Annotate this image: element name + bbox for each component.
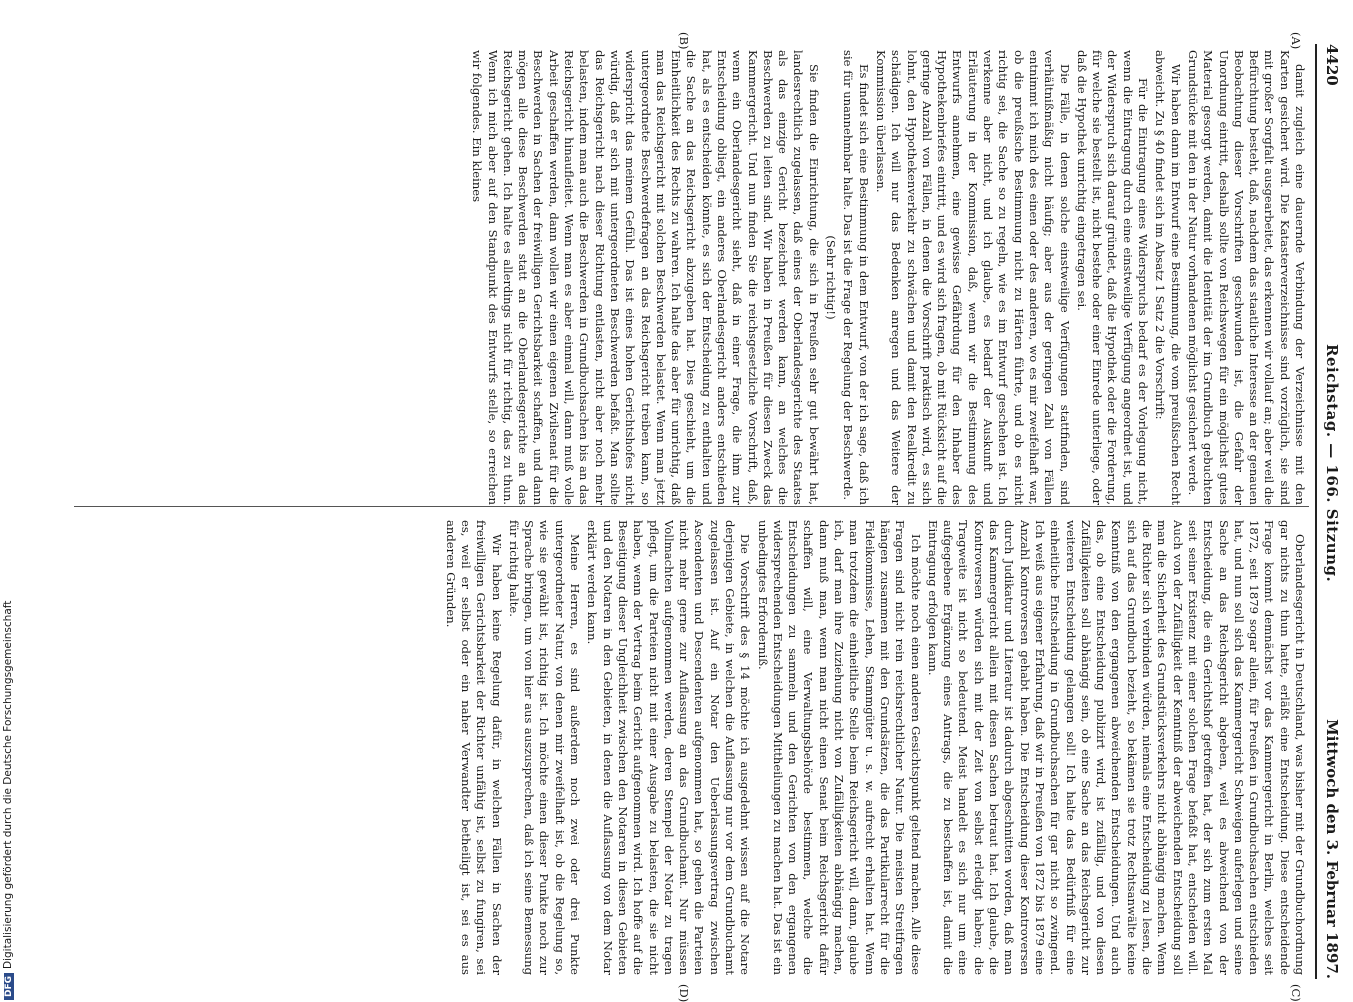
footer-strip bbox=[0, 0, 16, 1000]
digitization-text: Digitalisierung gefördert durch die Deutsche Forschungsgemeinschaft bbox=[2, 600, 14, 969]
paragraph: Wir haben dann im Entwurf eine Bestimmung, die vom preußischen Recht abweicht. Zu § 40 findet sich im Absatz 1 Satz 2 die Vorschrift: bbox=[1153, 50, 1183, 505]
paragraph: Wir haben keine Regelung dafür, in welchen Fällen in Sachen der freiwilligen Gerichtsbarkeit der Richter unfähig ist, selbst zu fungiren, sei es, weil er selbst oder ein naher Verwandter betheiligt ist, sei es aus anderen Gründen. bbox=[443, 520, 504, 975]
interjection: (Sehr richtig!) bbox=[824, 235, 839, 320]
dfg-logo: DFG bbox=[4, 973, 14, 1000]
right-column bbox=[77, 520, 1307, 975]
digitization-notice bbox=[2, 601, 14, 1000]
paragraph: Ich möchte noch einen anderen Gesichtspunkt geltend machen. Alle diese Fragen sind nicht rein reichsrechtlicher Natur. Die meisten Streitfragen hängen zusammen mit den Grundsätzen, die das Partikularrecht für die Fideikommisse, Lehen, Stammgüter u. s. w. aufrecht erhalten hat. Wenn man trotzdem die einheitliche Stelle beim Reichsgericht will, dann, glaube ich, darf man ihre Zuziehung nicht von Zufälligkeiten abhängig machen, dann muß man, wenn man nicht einen Senat beim Reichsgericht dafür schaffen will, eine Verwaltungsbehörde bestimmen, welche die Entscheidungen zu sammeln und den Gerichten von den ergangenen widersprechenden Entscheidungen Mittheilungen zu machen hat. Das ist ein unbedingtes Erforderniß. bbox=[755, 520, 923, 975]
quoted-provision: Für die Eintragung eines Widerspruchs bedarf es der Vorlegung nicht, wenn die Eintragung durch eine einstweilige Verfügung angeordnet ist, und der Widerspruch sich darauf gründet, daß die Hypothek oder die Forderung, für welche sie bestellt ist, nicht bestehe oder einer Einrede unterliege, oder daß die Hypothek unrichtig eingetragen sei. bbox=[1074, 50, 1151, 505]
page-header bbox=[1319, 44, 1343, 979]
page-date: Mittwoch den 3. Februar 1897. bbox=[1323, 719, 1341, 979]
left-column bbox=[77, 50, 1307, 505]
paragraph: damit zugleich eine dauernde Verbindung der Verzeichnisse mit den Karten gesichert wird. Die Katasterverzeichnisse sind vorzüglich, sie sind mit großer Sorgfalt ausgearbeitet, das erkennen wir vollauf an; aber weil die Befürchtung besteht, daß, nachdem das staatliche Interesse an der genauen Beobachtung dieser Vorschriften geschwunden ist, die Gefahr der Unordnung eintritt, deshalb sollte von Reichswegen für ein möglichst gutes Material gesorgt werden, damit die Identität der im Grundbuch gebuchten Grundstücke mit den in der Natur vorhandenen möglichst gesichert werde. bbox=[1185, 50, 1307, 505]
paragraph: Die Vorschrift des § 14 möchte ich ausgedehnt wissen auf die Notare derjenigen Gebiete, in welchen die Auflassung nur vor dem Grundbuchamt zugelassen ist. Auf ein Notar den Ueberlassungsvertrag zwischen Ascendenten und Descendenten aufgenommen hat, so gehen die Parteien nicht mehr gerne zur Auflassung an das Grundbuchamt. Nur müssen Vollmachten aufgenommen werden, deren Stempel der Notar zu tragen pflegt, um die Parteien nicht mit einer Ausgabe zu belasten, die sie nicht haben, wenn der Vertrag beim Gericht aufgenommen wird. Ich hoffe auf die Beseitigung dieser Ungleichheit zwischen den Notaren in diesen Gebieten und den Notaren in den Gebieten, in denen die Auflassung von dem Notar erklärt werden kann. bbox=[585, 520, 753, 975]
margin-marker-c: (C) bbox=[1289, 984, 1303, 1002]
paragraph: Sie finden die Einrichtung, die sich in Preußen sehr gut bewährt hat, landesrechtlich zugelassen, daß eines der Oberlandesgerichte des Staates als das einzige Gericht bezeichnet werden kann, an welches die Beschwerden zu leiten sind. Wir haben in Preußen für diesen Zweck das Kammergericht. Und nun finden Sie die reichsgesetzliche Vorschrift, daß, wenn ein Oberlandesgericht sieht, daß in einer Frage, die ihm zur Entscheidung obliegt, ein anderes Oberlandesgericht anders entschieden hat, als es entscheiden könnte, es sich der Entscheidung zu enthalten und die Sache an das Reichsgericht abzugeben hat. Dies geschieht, um die Einheitlichkeit des Rechts zu wahren. Ich halte das aber für unrichtig, daß man das Reichsgericht mit solchen Beschwerden belastet. Wenn man jetzt untergeordnete Beschwerdefragen an das Reichsgericht treiben kann, so widerspricht das meinem Gefühl. Das ist eines hohen Gerichtshofes nicht würdig, daß er sich mit untergeordneten Beschwerden befaßt. Man sollte das Reichsgericht nach dieser Richtung entlasten, nicht aber noch mehr belasten, indem man auch die Beschwerden in Grundbuchsachen bis an das Reichsgericht hinaufleitet. Wenn man es aber einmal will, dann muß volle Arbeit geschaffen werden, dann wollen wir einen eigenen Zivilsenat für die Beschwerden in Sachen der freiwilligen Gerichtsbarkeit schaffen, und dann mögen alle diese Beschwerden statt an die Oberlandesgerichte an das Reichsgericht gehen. Ich halte es allerdings nicht für richtig, das zu thun. Wenn ich mich aber auf den Standpunkt des Entwurfs stelle, so erreichen wir folgendes. Ein kleines bbox=[470, 50, 821, 505]
paragraph: Meine Herren, es sind außerdem noch zwei oder drei Punkte untergeordneter Natur, von denen mir zweifelhaft ist, ob die Regelung so, wie sie gewählt ist, richtig ist. Ich möchte einen dieser Punkte noch zur Sprache bringen, um von hier aus auszusprechen, daß ich seine Bemessung für richtig halte. bbox=[506, 520, 583, 975]
column-divider bbox=[74, 506, 1309, 507]
page-number: 4420 bbox=[1323, 44, 1341, 86]
header-rule bbox=[1315, 44, 1317, 979]
paragraph: Die Fälle, in denen solche einstweilige Verfügungen stattfinden, sind verhältnißmäßig nicht häufig; aber aus der geringen Zahl von Fällen entnimmt ich mich des einen oder des anderen, wo es mir zweifelhaft war, ob die preußische Bestimmung nicht zu Härten führte, und ob es nicht richtig sei, die Sache so zu regeln, wie es im Entwurf geschehen ist. Ich verkenne aber nicht, und ich glaube, es bedarf der Auskunft und Erläuterung in der Kommission, daß, wenn wir die Bestimmung des Entwurfs annehmen, eine gewisse Gefährdung für den Inhaber des Hypothekenbriefes eintritt, und es wird sich fragen, ob mit Rücksicht auf die geringe Anzahl von Fällen, in denen die Vorschrift praktisch wird, es sich lohnt, den Hypothekenverkehr zu schwächen und damit den Realkredit zu schädigen. Ich will nur das Bedenken anregen und das Weitere der Kommission überlassen. bbox=[873, 50, 1072, 505]
page-title: Reichstag. — 166. Sitzung. bbox=[1323, 344, 1341, 583]
paragraph: Es findet sich eine Bestimmung in dem Entwurf, von der ich sage, daß ich sie für unannehmbar halte. Das ist die Frage der Regelung der Beschwerde. bbox=[841, 50, 871, 505]
margin-marker-a: (A) bbox=[1289, 32, 1303, 50]
paragraph: Oberlandesgericht in Deutschland, was bisher mit der Grundbuchordnung gar nichts zu thun hatte, erläßt eine Entscheidung. Diese entscheidende Frage kommt demnächst vor das Kammergericht in Berlin, welches seit 1872, seit 1879 sogar allein, für Preußen in Grundbuchsachen entschieden hat, und nun soll sich das Kammergericht Schweigen auferlegen und seine Sache an das Reichsgericht abgeben, weil es abweichend von der Entscheidung, die ein Gerichtshof getroffen hat, der sich zum ersten Mal seit seiner Existenz mit einer solchen Frage befaßt hat, entscheiden will. Auch von der Zufälligkeit der Kenntniß der abweichenden Entscheidung soll man die Sicherheit des Grundstücksverkehrs nicht abhängig machen. Wenn die Richter sich verbinden würden, niemals eine Entscheidung zu lesen, die sich auf das Grundbuch bezieht, so bekämen sie trotz Rechtsanwälte keine Kenntniß von den ergangenen abweichenden Entscheidungen. Und auch das, ob eine Entscheidung publizirt wird, ist zufällig, und von diesen Zufälligkeiten soll abhängig sein, ob eine Sache an das Reichsgericht zur weiteren Entscheidung gelangen soll! Ich halte das Bedürfniß für eine einheitliche Entscheidung in Grundbuchsachen für gar nicht so zwingend. Ich weiß aus eigener Erfahrung, daß wir in Preußen von 1872 bis 1879 eine Anzahl Kontroversen gehabt haben. Die Entscheidung dieser Kontroversen durch Judikatur und Literatur ist dadurch abgeschnitten worden, daß man das Kammergericht allein mit diesen Sachen betraut hat. Ich glaube, die Kontroversen würden sich mit der Zeit von selbst erledigt haben; die Tragweite ist nicht so bedeutend. Meist handelt es sich nur um eine aufgegebene Ergänzung eines Antrags, die zu beschaffen ist, damit die Eintragung erfolgen kann. bbox=[925, 520, 1307, 975]
margin-marker-b: (B) bbox=[677, 32, 691, 50]
margin-marker-d: (D) bbox=[677, 984, 691, 1002]
